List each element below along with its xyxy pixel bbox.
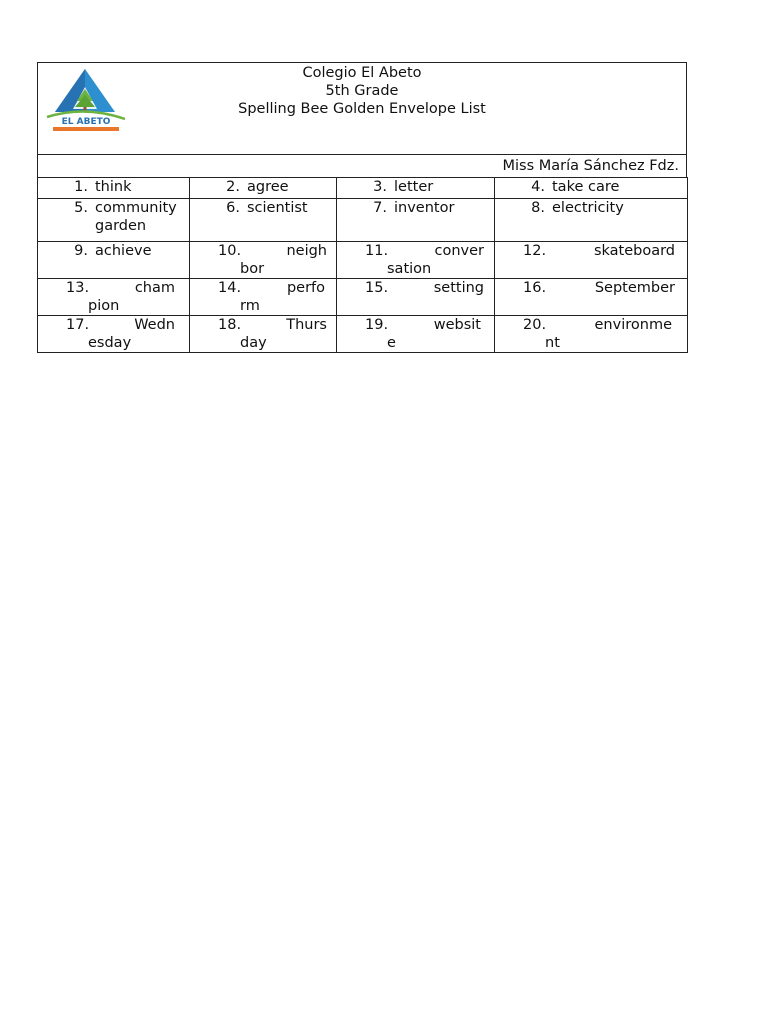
title-block [38,64,686,118]
header-box [37,62,687,155]
list-item: 8. electricity [531,200,624,216]
list-item: 1. think [74,179,132,195]
list-item: 19. websit e [365,317,481,351]
list-item: 11. conver sation [365,243,484,277]
list-item: 5. community garden [74,200,177,234]
list-item: 18. Thurs day [218,317,327,351]
table-row [38,242,688,279]
grade-label: 5th Grade [325,83,399,99]
list-item: 2. agree [226,179,289,195]
school-name: Colegio El Abeto [302,65,422,81]
list-item: 4. take care [531,179,620,195]
list-item: 12. skateboard [523,243,675,259]
list-item: 15. setting [365,280,484,296]
word-table [37,177,688,353]
table-row [38,178,688,199]
list-item: 20. environme nt [523,317,672,351]
list-item: 3. letter [373,179,434,195]
list-title: Spelling Bee Golden Envelope List [238,101,486,117]
list-item: 17. Wedn esday [66,317,175,351]
list-item: 7. inventor [373,200,455,216]
teacher-name: Miss María Sánchez Fdz. [502,158,679,174]
table-row [38,279,688,316]
list-item: 13. cham pion [66,280,175,314]
list-item: 16. September [523,280,675,296]
teacher-row [37,155,687,177]
logo-wordmark: EL ABETO [61,117,111,127]
list-item: 9. achieve [74,243,152,259]
spelling-list-sheet [37,62,687,353]
list-item: 14. perfo rm [218,280,325,314]
list-item: 6. scientist [226,200,308,216]
list-item: 10. neigh bor [218,243,327,277]
table-row [38,199,688,242]
table-row [38,316,688,353]
